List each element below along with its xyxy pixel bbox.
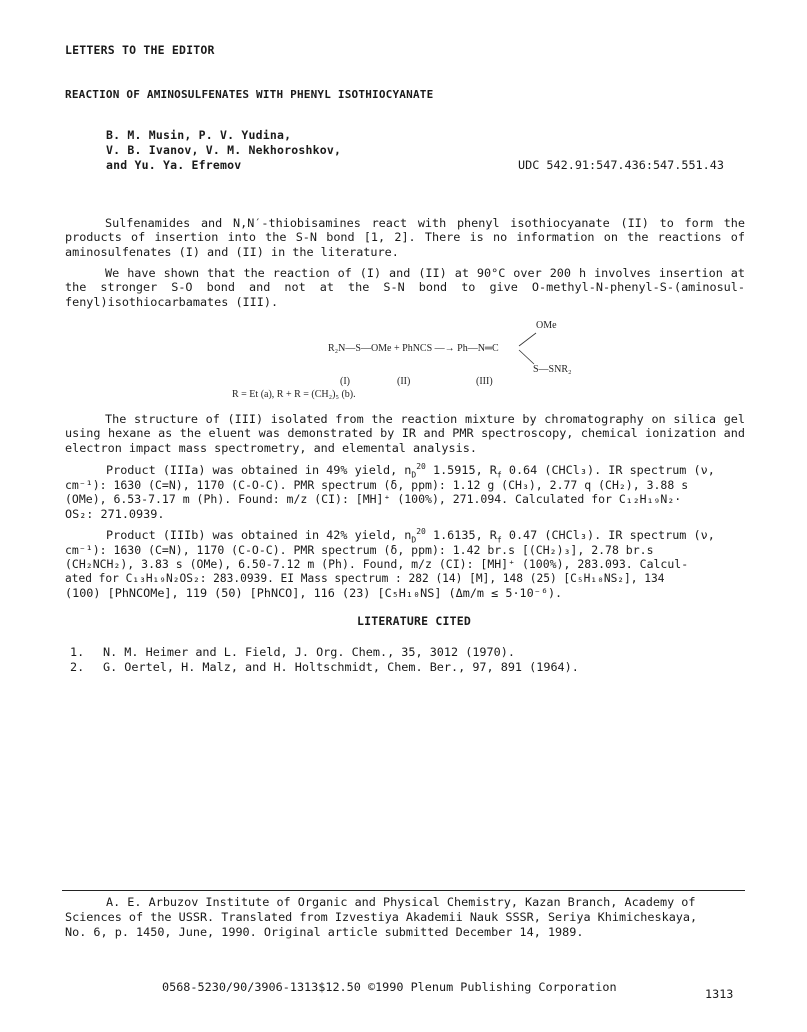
scheme-r-definition: R = Et (a), R + R = (CH₂)₅ (b). [232,389,356,400]
reference-number: 1. [70,645,85,659]
footnote-line-2: Sciences of the USSR. Translated from Izvestiya Akademii Nauk SSSR, Seriya Khimicheskaya, [65,910,698,924]
literature-heading: LITERATURE CITED [357,614,471,628]
product-a-line-4: OS₂: 271.0939. [65,507,165,521]
product-b-line-1: Product (IIIb) was obtained in 42% yield, $n_D^{20}$ 1.6135, $R_f$ 0.47 (CHCl₃). IR spectrum (ν, [106,527,715,545]
article-title: REACTION OF AMINOSULFENATES WITH PHENYL ISOTHIOCYANATE [65,88,434,101]
footnote-rule [62,890,745,891]
product-b-line-5: (100) [PhNCOMe], 119 (50) [PhNCO], 116 (23) [C₅H₁₀NS] (Δm/m ≤ 5·10⁻⁶). [65,586,563,600]
product-b-line-4: ated for C₁₃H₁₉N₂OS₂: 283.0939. EI Mass spectrum : 282 (14) [M], 148 (25) [C₅H₁₀NS₂], 134 [65,572,665,585]
product-a-line-2: cm⁻¹): 1630 (C=N), 1170 (C-O-C). PMR spectrum (δ, ppm): 1.12 g (CH₃), 2.77 q (CH₂), 3.88 s [65,478,689,492]
reference-text: G. Oertel, H. Malz, and H. Holtschmidt, Chem. Ber., 97, 891 (1964). [103,660,579,674]
product-a-line-3: (OMe), 6.53-7.17 m (Ph). Found: m/z (CI): [MH]⁺ (100%), 271.094. Calculated for C₁₂H₁₉N₂· [65,492,682,506]
author-line-1: B. M. Musin, P. V. Yudina, [106,128,292,142]
scheme-label-ii: (II) [397,376,411,387]
product-b-line-3: (CH₂NCH₂), 3.83 s (OMe), 6.50-7.12 m (Ph). Found, m/z (CI): [MH]⁺ (100%), 283.093. Calcul- [65,557,689,571]
scheme-ome: OMe [536,320,557,331]
scheme-snr2: S—SNR₂ [533,364,572,375]
reference-2 [70,660,579,675]
scheme-main: R₂N—S—OMe + PhNCS —→ Ph—N═C [328,343,499,354]
footnote-line-1: A. E. Arbuzov Institute of Organic and Physical Chemistry, Kazan Branch, Academy of [106,895,696,909]
scheme-label-i: (I) [340,376,350,387]
reference-1 [70,645,515,660]
paragraph-1: Sulfenamides and N,N′-thiobisamines react with phenyl isothiocyanate (II) to form the products of insertion into the S-N bond [1, 2]. There is no information on the reactions of aminosulfenates (I) and (II) in the literature. [65,216,745,259]
reference-number: 2. [70,660,85,674]
reference-text: N. M. Heimer and L. Field, J. Org. Chem., 35, 3012 (1970). [103,645,515,659]
author-line-3: and Yu. Ya. Efremov [106,158,242,172]
page-number: 1313 [705,987,734,1001]
copyright-code: 0568-5230/90/3906-1313$12.50 ©1990 Plenum Publishing Corporation [162,980,617,994]
paragraph-2: We have shown that the reaction of (I) and (II) at 90°C over 200 h involves insertion at the stronger S-O bond and not at the S-N bond to give O-methyl-N-phenyl-S-(aminosul-fenyl)isothiocarbamates (III). [65,266,745,309]
product-b-line-2: cm⁻¹): 1630 (C=N), 1170 (C-O-C). PMR spectrum (δ, ppm): 1.42 br.s [(CH₂)₃], 2.78 br.s [65,543,654,557]
author-line-2: V. B. Ivanov, V. M. Nekhoroshkov, [106,143,342,157]
scheme-label-iii: (III) [476,376,493,387]
paragraph-3: The structure of (III) isolated from the reaction mixture by chromatography on silica gel using hexane as the eluent was demonstrated by IR and PMR spectroscopy, chemical ionization and electron impact mass spectrometry, and elemental analysis. [65,412,745,455]
udc-code: UDC 542.91:547.436:547.551.43 [518,158,724,172]
product-a-line-1: Product (IIIa) was obtained in 49% yield, $n_D^{20}$ 1.5915, $R_f$ 0.64 (CHCl₃). IR spectrum (ν, [106,462,715,480]
section-header: LETTERS TO THE EDITOR [65,43,215,57]
footnote-line-3: No. 6, p. 1450, June, 1990. Original article submitted December 14, 1989. [65,925,584,939]
